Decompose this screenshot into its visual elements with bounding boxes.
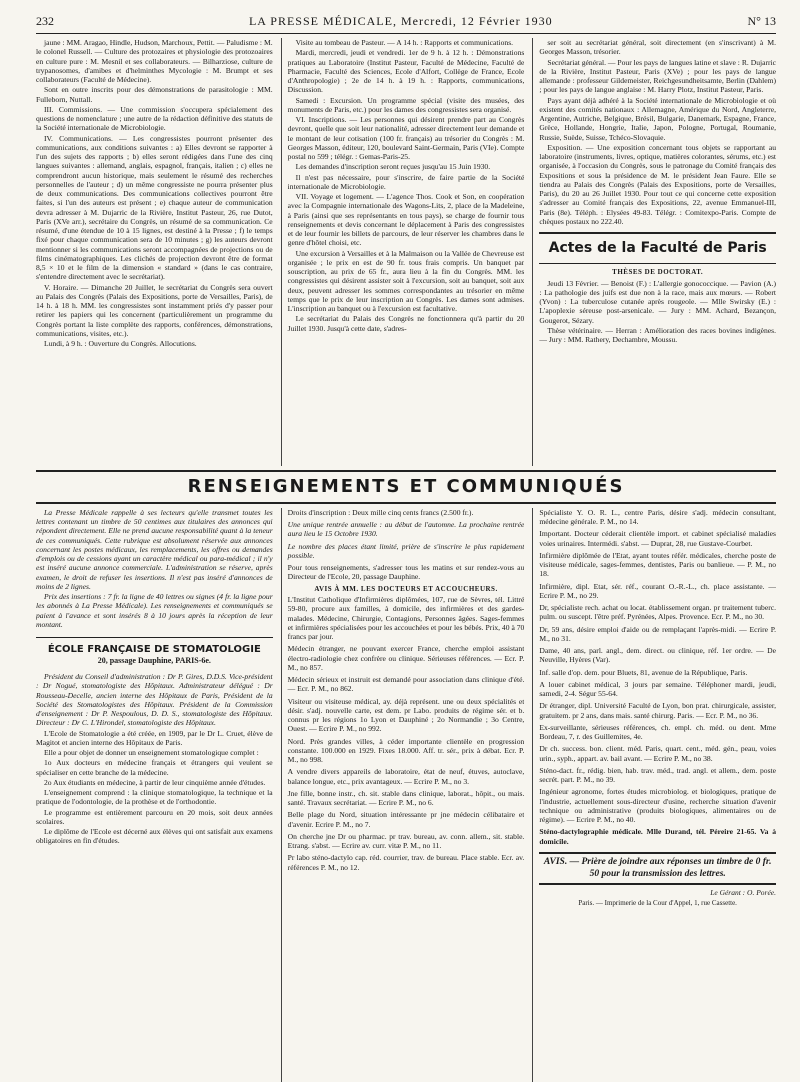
bottom-section [36, 508, 776, 1082]
paragraph: V. Horaire. — Dimanche 20 Juillet, le secrétariat du Congrès sera ouvert au Palais des Congrès (Palais des Expositions, porte de Versailles, Paris), de 14 h. à 18 h. MM. les congressistes sont instamment priés d'y passer pour retirer les papiers qui les concernent (particulièrement un programme du Congrès portant la liste complète des rapports, conférences, démonstrations, communications, visites, etc.). [36, 282, 273, 338]
paragraph: III. Commissions. — Une commission s'occupera spécialement des questions de nomenclature ; une autre de la rédaction définitive des statuts de la Société internationale de Microbiologie. [36, 104, 273, 133]
ecole-title: ÉCOLE FRANÇAISE DE STOMATOLOGIE [36, 637, 273, 656]
ad-paragraph: Belle plage du Nord, situation intéressante pr jne médecin célibataire et d'avenir. Ecrire P. M., no 7. [287, 810, 525, 829]
paragraph: Secrétariat général. — Pour les pays de langues latine et slave : R. Dujarric de la Rivière, Institut Pasteur, Paris (XVe) ; pour les pays de langue allemande : professeur Gildemeister, Reichgesundheitsamte, Berlin (Dahlem) ; pour les pays de langue anglaise : M. Harry Plotz, Institut Pasteur, Paris. [539, 57, 777, 95]
ad-paragraph: Sténo-dactylographie médicale. Mlle Durand, tél. Péreire 21-65. Va à domicile. [539, 827, 777, 846]
ad-paragraph: Pour tous renseignements, s'adresser tous les matins et sur rendez-vous au Directeur de l'Ecole, 20, passage Dauphine. [287, 563, 525, 582]
ad-paragraph: Jne fille, bonne instr., ch. sit. stable dans clinique, laborat., hôpit., ou mais. santé. Travaux secrétariat. — Ecrire P. M., no 6. [287, 788, 525, 808]
pricing-paragraph: Prix des insertions : 7 fr. la ligne de 40 lettres ou signes (4 fr. la ligne pour les abonnés à La Presse Médicale). Les renseignements et communiqués se paient à l'avance et sont insérés 8 à 10 jours après la réception de leur montant. [36, 592, 273, 629]
ad-paragraph: Ingénieur agronome, fortes études microbiolog. et biologiques, pratique de l'industrie, actuellement sous-directeur d'usine, recherche situation d'avenir technique ou administrative (produits biologiques, alimentaires ou de régime). — Ecrire P. M., no 40. [539, 787, 777, 825]
ad-paragraph: Dr, 59 ans, désire emploi d'aide ou de remplaçant l'après-midi. — Ecrire P. M., no 31. [539, 624, 777, 643]
ad-paragraph: Inf. salle d'op. dem. pour Bluets, 81, avenue de la République, Paris. [539, 667, 748, 677]
paragraph: ser soit au secrétariat général, soit directement (en s'inscrivant) à M. Georges Masson, trésorier. [539, 38, 777, 57]
notice-paragraph: La Presse Médicale rappelle à ses lecteurs qu'elle transmet toutes les lettres contenant un timbre de 50 centimes aux titulaires des annonces qui répondent directement. Elle ne prend aucune responsabilité quant à la teneur de ces communiqués. Cette rubrique est absolument réservée aux annonces concernant les postes médicaux, les remplacements, les offres ou demandes d'emplois ou de cessions ayant un caractère médical ou para-médical ; il n'y est inséré aucune annonce commerciale. L'administration se réserve, après examen, le droit de refuser les insertions. Il n'est pas inséré d'annonces de moins de 2 lignes. [36, 507, 273, 591]
ad-paragraph: Pr labo sténo-dactylo cap. réd. courrier, trav. de bureau. Place stable. Ecr. av. références P. M., no 12. [287, 853, 525, 872]
top-column-1 [36, 38, 273, 466]
avis-box: AVIS. — Prière de joindre aux réponses un timbre de 0 fr. 50 pour la transmission des lettres. [539, 852, 776, 885]
ad-paragraph: A louer cabinet médical, 3 jours par semaine. Téléphoner mardi, jeudi, samedi, 2-4. Ségur 55-64. [539, 679, 777, 699]
issue-number: N° 13 [747, 14, 776, 28]
bottom-column-1 [36, 508, 273, 1082]
top-column-2 [281, 38, 525, 466]
paragraph: L'enseignement comprend : la clinique stomatologique, la technique et la pratique de l'odontologie, de la prothèse et de l'orthodontie. [36, 788, 273, 807]
paragraph: Thèse vétérinaire. — Herran : Amélioration des races bovines indigènes. — Jury : MM. Rathery, Dechambre, Moussu. [539, 325, 777, 345]
ad-paragraph: Spécialiste Y. O. R. L., centre Paris, désire s'adj. médecin consultant, médecine générale. P. M., no 14. [539, 507, 777, 527]
bottom-column-3 [532, 508, 776, 1082]
avis-docteurs-heading: AVIS À MM. LES DOCTEURS ET ACCOUCHEURS. [314, 584, 498, 593]
theses-subtitle: THÈSES DE DOCTORAT. [612, 268, 704, 277]
gerant-line: Le Gérant : O. Porée. [710, 888, 777, 898]
ad-paragraph: Sténo-dact. fr., rédig. bien, hab. trav. méd., trad. angl. et allem., dem. poste secrét. part. P. M., no 39. [539, 765, 777, 785]
paragraph: IV. Communications. — Les congressistes pourront présenter des communications, aux conditions suivantes : a) Elles devront se rapporter à l'un des sujets des rapports ; b) elles seront rédigées dans l'une des cinq langues suivantes : allemand, anglais, espagnol, français, italien ; c) elles ne comprendront aucun historique, mais seulement le résumé des recherches personnelles de l'auteur ; d) un même congressiste ne pourra présenter plus de deux communications. Des communications collectives pourront être faites, si l'un des auteurs est présent ; e) chaque auteur de communication devra adresser à M. Dujarric de la Rivière, Institut Pasteur, 26, rue Dutot, Paris (XVe arr.), secrétaire du Congrès, un résumé de sa communication. Ce résumé, d'une étendue de 10 à 15 lignes, est destiné à la Presse ; f) le temps fixé pour chaque communication sera de 10 minutes ; g) les auteurs devront mentionner si les communications seront accompagnées de projections ou de films cinématographiques. Les clichés de projection devront être de format 8,5 × 10 et le film de la dimension « standard » (dans le cas contraire, s'entendre directement avec le secrétariat). [36, 133, 273, 282]
paragraph: Exposition. — Une exposition concernant tous objets se rapportant au laboratoire (instruments, livres, optique, matières colorantes, sérums, etc.) est organisée, à l'occasion du Congrès, sous le patronage du Comité français des Expositions et sous la présidence de M. le président Jean Faure. Elle se tiendra au Palais des Congrès (Palais des Expositions, porte de Versailles, Paris), du 20 au 26 Juillet 1930. Pour tout ce qui concerne cette exposition s'adresser au Comité français des Expositions, 22, avenue Emmanuel-III, Paris (8e). Téléph. : Elysées 49-83. Télégr. : Comitexpo-Paris. Compte de chèques postaux no 222.40. [539, 142, 777, 226]
top-column-3 [532, 38, 776, 466]
paragraph: Le secrétariat du Palais des Congrès ne fonctionnera qu'à partir du 20 Juillet 1930. Jusqu'à cette date, s'adres- [287, 314, 525, 333]
paragraph: Le programme est entièrement parcouru en 20 mois, soit deux années scolaires. [36, 807, 273, 826]
section-banner: RENSEIGNEMENTS ET COMMUNIQUÉS [36, 470, 776, 504]
ad-paragraph: Une unique rentrée annuelle : au début de l'automne. La prochaine rentrée aura lieu le 15 Octobre 1930. [287, 520, 525, 539]
ad-paragraph: Dame, 40 ans, parl. angl., dem. direct. ou clinique, réf. 1er ordre. — De Neuville, Hyères (Var). [539, 646, 777, 665]
ad-paragraph: Médecin étranger, ne pouvant exercer France, cherche emploi assistant électro-radiologie chez confrère ou clinique. Sérieuses références. — Ecr. P. M., no 857. [287, 644, 525, 672]
bottom-column-2 [281, 508, 525, 1082]
ad-paragraph: Important. Docteur céderait clientèle import. et cabinet spécialisé maladies voies urinaires. Intermédi. s'abst. — Duprat, 28, rue Gustave-Courbet. [539, 529, 777, 548]
paragraph: Jeudi 13 Février. — Benoist (F.) : L'allergie gonococcique. — Pavion (A.) : La pathologie des juifs est due non à la race, mais aux mœurs. — Robert (Yvon) : La tuberculose cutanée après rougeole. — Mlle Swirsky (E.) : L'apoplexie séreuse post-arsenicale. — Jury : MM. Achard, Bezançon, Gougerot, Sézary. [539, 278, 777, 325]
paragraph: jaune : MM. Aragao, Hindle, Hudson, Marchoux, Pettit. — Paludisme : M. le colonel Russell. — Culture des protozaires et physiologie des protozoaires en culture pure : M. Mesnil et ses collaborateurs. — Bilharziose, culture de trypanosomes, d'amibes et d'helminthes Mycologie : M. Brumpt et ses collaborateurs (Faculté de Médecine). [36, 38, 273, 84]
paragraph: Lundi, à 9 h. : Ouverture du Congrès. Allocutions. [44, 339, 197, 348]
paragraph: Mardi, mercredi, jeudi et vendredi. 1er de 9 h. à 12 h. : Démonstrations pratiques au Laboratoire (Institut Pasteur, Faculté de Médecine, Faculté de Pharmacie, Faculté des Sciences, Ecole d'Alfort, Collège de France, Ecole d'Anthropologie) ; 2e de 14 h. à 19 h. : Rapports, communications, Discussion. [287, 48, 525, 95]
paragraph: 1o Aux docteurs en médecine français et étrangers qui veulent se spécialiser en cette branche de la médecine. [36, 758, 273, 777]
top-section [36, 38, 776, 466]
paragraph: VII. Voyage et logement. — L'agence Thos. Cook et Son, en coopération avec la Compagnie internationale des Wagons-Lits, 2, place de la Madeleine, à Paris (ainsi que ses représentants en tous pays), se charge de fournir tous renseignements et devis concernant le déplacement à Paris des congressistes et de leur fournir les billets de parcours, de leur réserver les chambres dans le genre d'hôtel choisi, etc. [287, 192, 525, 248]
paragraph: Visite au tombeau de Pasteur. — A 14 h. : Rapports et communications. [295, 38, 514, 47]
paragraph: 2o Aux étudiants en médecine, à partir de leur cinquième année d'études. [44, 777, 266, 787]
ad-paragraph: L'Institut Catholique d'Infirmières diplômées, 107, rue de Sèvres, tél. Littré 59-80, procure aux familles, à domicile, des infirmières et des gardes-malades. Médecine, Chirurgie, Contagions, Personnes âgées. Sages-femmes et infirmières spécialisées pour les accouchées et pour les bébés. Prix, 40 à 70 francs par jour. [287, 595, 525, 642]
newspaper-page [36, 14, 776, 1070]
ad-paragraph: Droits d'inscription : Deux mille cinq cents francs (2.500 fr.). [287, 507, 474, 517]
paragraph: Le diplôme de l'Ecole est décerné aux élèves qui ont satisfait aux examens obligatoires en fin d'études. [36, 827, 273, 846]
paragraph: Il n'est pas nécessaire, pour s'inscrire, de faire partie de la Société internationale de Microbiologie. [287, 172, 525, 191]
paragraph: L'Ecole de Stomatologie a été créée, en 1909, par le Dr L. Cruet, élève de Magitot et ancien interne des Hôpitaux de Paris. [36, 728, 273, 747]
ad-paragraph: On cherche jne Dr ou pharmac. pr trav. bureau, av. conn. allem., sit. stable. Etrang. s'abst. — Ecrire av. curr. vitæ P. M., no 11. [287, 831, 525, 851]
ad-paragraph: Nord. Près grandes villes, à céder importante clientèle en progression constante. 100.000 en 1929. Fixes 18.000. Aff. tr. sér., prix à débat. Ecr. P. M., no 998. [287, 736, 525, 765]
journal-title: LA PRESSE MÉDICALE, Mercredi, 12 Février 1930 [248, 14, 553, 28]
page-number: 232 [36, 14, 54, 28]
paragraph: Elle a pour objet de donner un enseignement stomatologique complet : [44, 748, 259, 758]
ad-paragraph: Dr étranger, dipl. Université Faculté de Lyon, bon prat. chirurgicale, assister, gratuitem. pr 2 ans, dans mais. santé chirurg. Paris. — Ecr. P. M., no 36. [539, 701, 777, 720]
ad-paragraph: Le nombre des places étant limité, prière de s'inscrire le plus rapidement possible. [287, 541, 525, 560]
paragraph: Pays ayant déjà adhéré à la Société internationale de Microbiologie et où existent des comités nationaux : Allemagne, Amérique du Nord, Angleterre, Argentine, Autriche, Belgique, Brésil, Bulgarie, Danemark, Espagne, France, Grèce, Hollande, Hongrie, Italie, Japon, Pologne, Portugal, Roumanie, Russie, Suède, Suisse, Tchéco-Slovaquie. [539, 95, 777, 142]
paragraph: VI. Inscriptions. — Les personnes qui désirent prendre part au Congrès devront, quelle que soit leur nationalité, adresser directement leur demande et le montant de leur cotisation (100 fr. français) au trésorier du Congrès : M. Georges Masson, éditeur, 120, boulevard Saint-Germain, Paris (VIe). Compte postal no 599 ; télégr. : Gemas-Paris-25. [287, 115, 525, 161]
ad-paragraph: Médecin sérieux et instruit est demandé pour association dans clinique d'été. — Ecr. P. M., no 862. [287, 675, 525, 694]
ad-paragraph: Ex-surveillante, sérieuses références, ch. empl. ch. méd. ou dent. Mme Bordeau, 7, r. des Guillemites, 4e. [539, 722, 777, 742]
ad-paragraph: Infirmière diplômée de l'Etat, ayant toutes référ. médicales, cherche poste de visiteuse médicale, sages-femmes, dentistes, Paris ou banlieue. — P. M., no 18. [539, 550, 777, 579]
paragraph: Les demandes d'inscription seront reçues jusqu'au 15 Juin 1930. [295, 162, 491, 172]
printer-line: Paris. — Imprimerie de la Cour d'Appel, 1, rue Cassette. [578, 899, 737, 908]
faculte-heading: Actes de la Faculté de Paris [539, 232, 776, 264]
ecole-address: 20, passage Dauphine, PARIS-6e. [97, 656, 211, 666]
ad-paragraph: Dr, spécialiste rech. achat ou locat. établissement organ. pr traitement tuberc. pulm. ou suscept. l'être préf. Pyrénées, Alpes. Provence. Ecr. P. M., no 30. [539, 603, 777, 622]
ad-paragraph: Infirmière, dipl. Etat, sér. réf., courant O.-R.-L., ch. place assistante. — Ecrire P. M., no 29. [539, 581, 777, 600]
ad-paragraph: A vendre divers appareils de laboratoire, état de neuf, étuves, autoclave, balance longue, etc., prix avantageux. — Ecrire P. M., no 3. [287, 767, 525, 786]
paragraph: Samedi : Excursion. Un programme spécial (visite des musées, des monuments de Paris, etc.) pour les dames des congressistes sera organisé. [287, 95, 525, 114]
ad-paragraph: Visiteur ou visiteuse médical, ay. déjà représent. une ou deux spécialités et désir. s'adj. nouvelle carte, est dem. pr Labo. produits de régime sér. et b. connus pr les régions 1o Lyon et Dauphiné ; 2o Normandie ; 3o Centre, Ouest. — Ecrire P. M., no 992. [287, 696, 525, 734]
paragraph: Une excursion à Versailles et à la Malmaison ou la Vallée de Chevreuse est organisée ; le prix en est de 90 fr. tous frais compris. Un banquet par souscription, au prix de 65 fr., aura lieu à la fin du Congrès. MM. les congressistes qui désirent assister soit à l'excursion, soit au banquet, soit aux deux, peuvent adresser les sommes correspondantes au trésorier en même temps que le prix de leur inscription au Congrès. Les dames sont admises. L'inscription au banquet ou à l'excursion est facultative. [287, 248, 525, 313]
paragraph: Président du Conseil d'administration : Dr P. Gires, D.D.S. Vice-président : Dr Nogué, stomatologiste des Hôpitaux. Administrateur délégué : Dr Rousseau-Decelle, ancien interne des Hôpitaux de Paris, Président de la Société des Stomatologistes des Hôpitaux. Président de la Commission d'enseignement : Dr P. Nespoulous, D. D. S., stomatologiste des Hôpitaux. Directeur : Dr C. L'Hirondel, stomatologiste des Hôpitaux. [36, 672, 273, 728]
paragraph: Sont en outre inscrits pour des démonstrations de parasitologie : MM. Fulleborn, Nuttall. [36, 85, 273, 104]
ad-paragraph: Dr ch. success. bon. client. méd. Paris, quart. cent., méd. gén., peau, voies urin., syph., appart. av. bail avant. — Ecrire P. M., no 38. [539, 744, 777, 763]
page-header [36, 14, 776, 34]
